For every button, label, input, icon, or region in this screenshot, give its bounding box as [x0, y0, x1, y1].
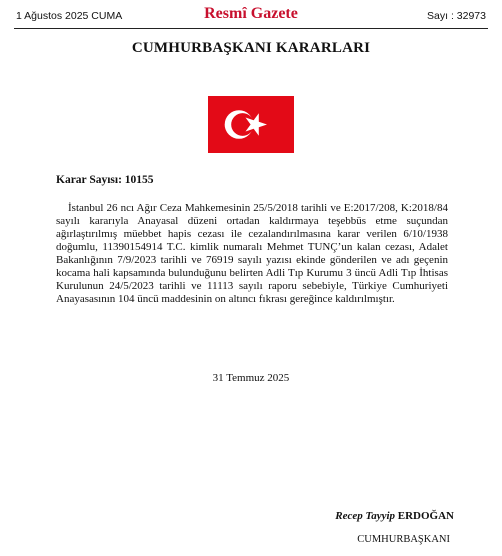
signatory-given-name: Recep Tayyip [335, 510, 396, 522]
issue-number: Sayı : 32973 [427, 10, 486, 22]
signatory-name [335, 510, 454, 522]
decision-body [56, 202, 448, 306]
issue-date: 1 Ağustos 2025 CUMA [16, 10, 123, 22]
header-divider [14, 28, 488, 29]
section-title: CUMHURBAŞKANI KARARLARI [131, 40, 371, 56]
gazette-title: Resmî Gazete [204, 5, 298, 22]
decision-paragraph: İstanbul 26 ncı Ağır Ceza Mahkemesinin 25/5/2018 tarihli ve E:2017/208, K:2018/84 sayılı kararıyla Anayasal düzeni ortadan kaldırmaya teşebbüs etme suçundan ağırlaştırılmış müebbet hapis cezası ile cezalandırılmasına karar verilen 6/10/1938 doğumlu, 11390154914 T.C. kimlik numaralı Mehmet TUNÇ’un kalan cezası, Adalet Bakanlığının 7/9/2023 tarihli ve 76919 sayılı yazısı ekinde gönderilen ve adı geçenin kocama hali kapsamında bulunduğunu belirten Adli Tıp Kurumu 3 üncü Adli Tıp İhtisas Kurulunun 24/5/2023 tarihli ve 11113 sayılı raporu sebebiyle, Türkiye Cumhuriyeti Anayasasının 104 üncü maddesinin on altıncı fıkrası gereğince kaldırılmıştır. [56, 202, 448, 305]
signatory-surname: ERDOĞAN [397, 510, 454, 522]
gazette-header [0, 0, 502, 34]
decision-date: 31 Temmuz 2025 [212, 372, 290, 384]
turkish-flag-icon [208, 96, 294, 153]
decision-number: Karar Sayısı: 10155 [56, 174, 154, 186]
signatory-title: CUMHURBAŞKANI [357, 534, 450, 545]
